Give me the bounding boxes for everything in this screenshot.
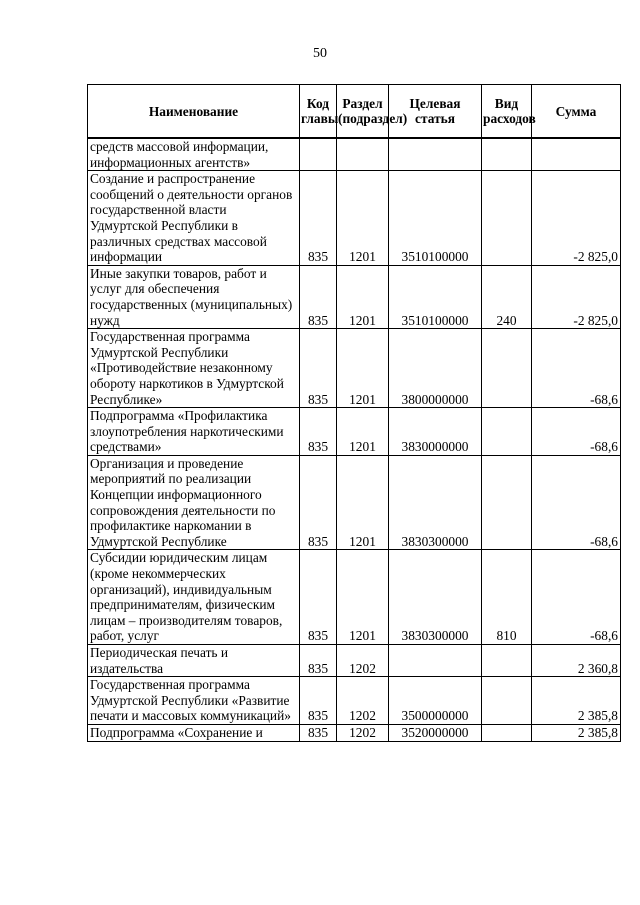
row-article — [389, 645, 482, 677]
row-section: 1202 — [337, 677, 389, 725]
row-code: 835 — [300, 171, 337, 266]
row-sum: -68,6 — [532, 408, 621, 456]
header-section: Раздел (подраздел) — [337, 85, 389, 139]
row-section — [337, 138, 389, 171]
budget-table — [87, 84, 621, 742]
row-kind — [482, 171, 532, 266]
row-kind — [482, 329, 532, 408]
row-sum: -68,6 — [532, 455, 621, 550]
row-article — [389, 138, 482, 171]
row-name: Государственная программа Удмуртской Республики «Противодействие незаконному обороту наркотиков в Удмуртской Республике» — [88, 329, 300, 408]
row-kind: 810 — [482, 550, 532, 645]
row-name: Иные закупки товаров, работ и услуг для обеспечения государственных (муниципальных) нужд — [88, 265, 300, 328]
table-row — [88, 265, 621, 328]
row-name: Организация и проведение мероприятий по реализации Концепции информационного сопровождения деятельности по профилактике наркомании в Удмуртской Республике — [88, 455, 300, 550]
table-row — [88, 550, 621, 645]
row-kind — [482, 724, 532, 741]
row-sum: 2 385,8 — [532, 677, 621, 725]
header-name: Наименование — [88, 85, 300, 139]
row-sum: -2 825,0 — [532, 265, 621, 328]
row-kind — [482, 677, 532, 725]
row-code: 835 — [300, 408, 337, 456]
row-code: 835 — [300, 645, 337, 677]
page-number: 50 — [313, 46, 327, 61]
row-name: Подпрограмма «Сохранение и — [88, 724, 300, 741]
row-sum: -2 825,0 — [532, 171, 621, 266]
table-row — [88, 171, 621, 266]
row-article: 3520000000 — [389, 724, 482, 741]
row-code: 835 — [300, 724, 337, 741]
row-section: 1202 — [337, 724, 389, 741]
row-name: средств массовой информации, информационных агентств» — [88, 138, 300, 171]
row-article: 3510100000 — [389, 171, 482, 266]
row-name: Субсидии юридическим лицам (кроме некоммерческих организаций), индивидуальным предпринимателям, физическим лицам – производителям товаров, работ, услуг — [88, 550, 300, 645]
row-sum: 2 360,8 — [532, 645, 621, 677]
row-name: Создание и распространение сообщений о деятельности органов государственной власти Удмуртской Республики в различных средствах массовой информации — [88, 171, 300, 266]
row-kind — [482, 455, 532, 550]
row-section: 1201 — [337, 329, 389, 408]
row-code: 835 — [300, 265, 337, 328]
row-article: 3830300000 — [389, 550, 482, 645]
row-article: 3500000000 — [389, 677, 482, 725]
table-row — [88, 455, 621, 550]
row-code: 835 — [300, 329, 337, 408]
table-row — [88, 645, 621, 677]
row-sum: -68,6 — [532, 550, 621, 645]
row-article: 3830000000 — [389, 408, 482, 456]
row-sum: 2 385,8 — [532, 724, 621, 741]
row-sum: -68,6 — [532, 329, 621, 408]
row-article: 3510100000 — [389, 265, 482, 328]
row-code — [300, 138, 337, 171]
row-name: Периодическая печать и издательства — [88, 645, 300, 677]
row-code: 835 — [300, 550, 337, 645]
row-kind: 240 — [482, 265, 532, 328]
header-kind: Вид расходов — [482, 85, 532, 139]
header-article: Целевая статья — [389, 85, 482, 139]
header-row — [88, 85, 621, 139]
row-section: 1201 — [337, 408, 389, 456]
row-name: Государственная программа Удмуртской Республики «Развитие печати и массовых коммуникаций» — [88, 677, 300, 725]
row-section: 1201 — [337, 265, 389, 328]
row-section: 1201 — [337, 171, 389, 266]
table-row — [88, 677, 621, 725]
row-name: Подпрограмма «Профилактика злоупотребления наркотическими средствами» — [88, 408, 300, 456]
table-row — [88, 724, 621, 741]
row-section: 1202 — [337, 645, 389, 677]
header-code: Код главы — [300, 85, 337, 139]
row-sum — [532, 138, 621, 171]
row-kind — [482, 645, 532, 677]
row-kind — [482, 138, 532, 171]
table-row — [88, 408, 621, 456]
row-code: 835 — [300, 677, 337, 725]
table-row — [88, 329, 621, 408]
row-section: 1201 — [337, 550, 389, 645]
row-kind — [482, 408, 532, 456]
row-section: 1201 — [337, 455, 389, 550]
row-article: 3830300000 — [389, 455, 482, 550]
header-sum: Сумма — [532, 85, 621, 139]
table-row — [88, 138, 621, 171]
row-code: 835 — [300, 455, 337, 550]
row-article: 3800000000 — [389, 329, 482, 408]
